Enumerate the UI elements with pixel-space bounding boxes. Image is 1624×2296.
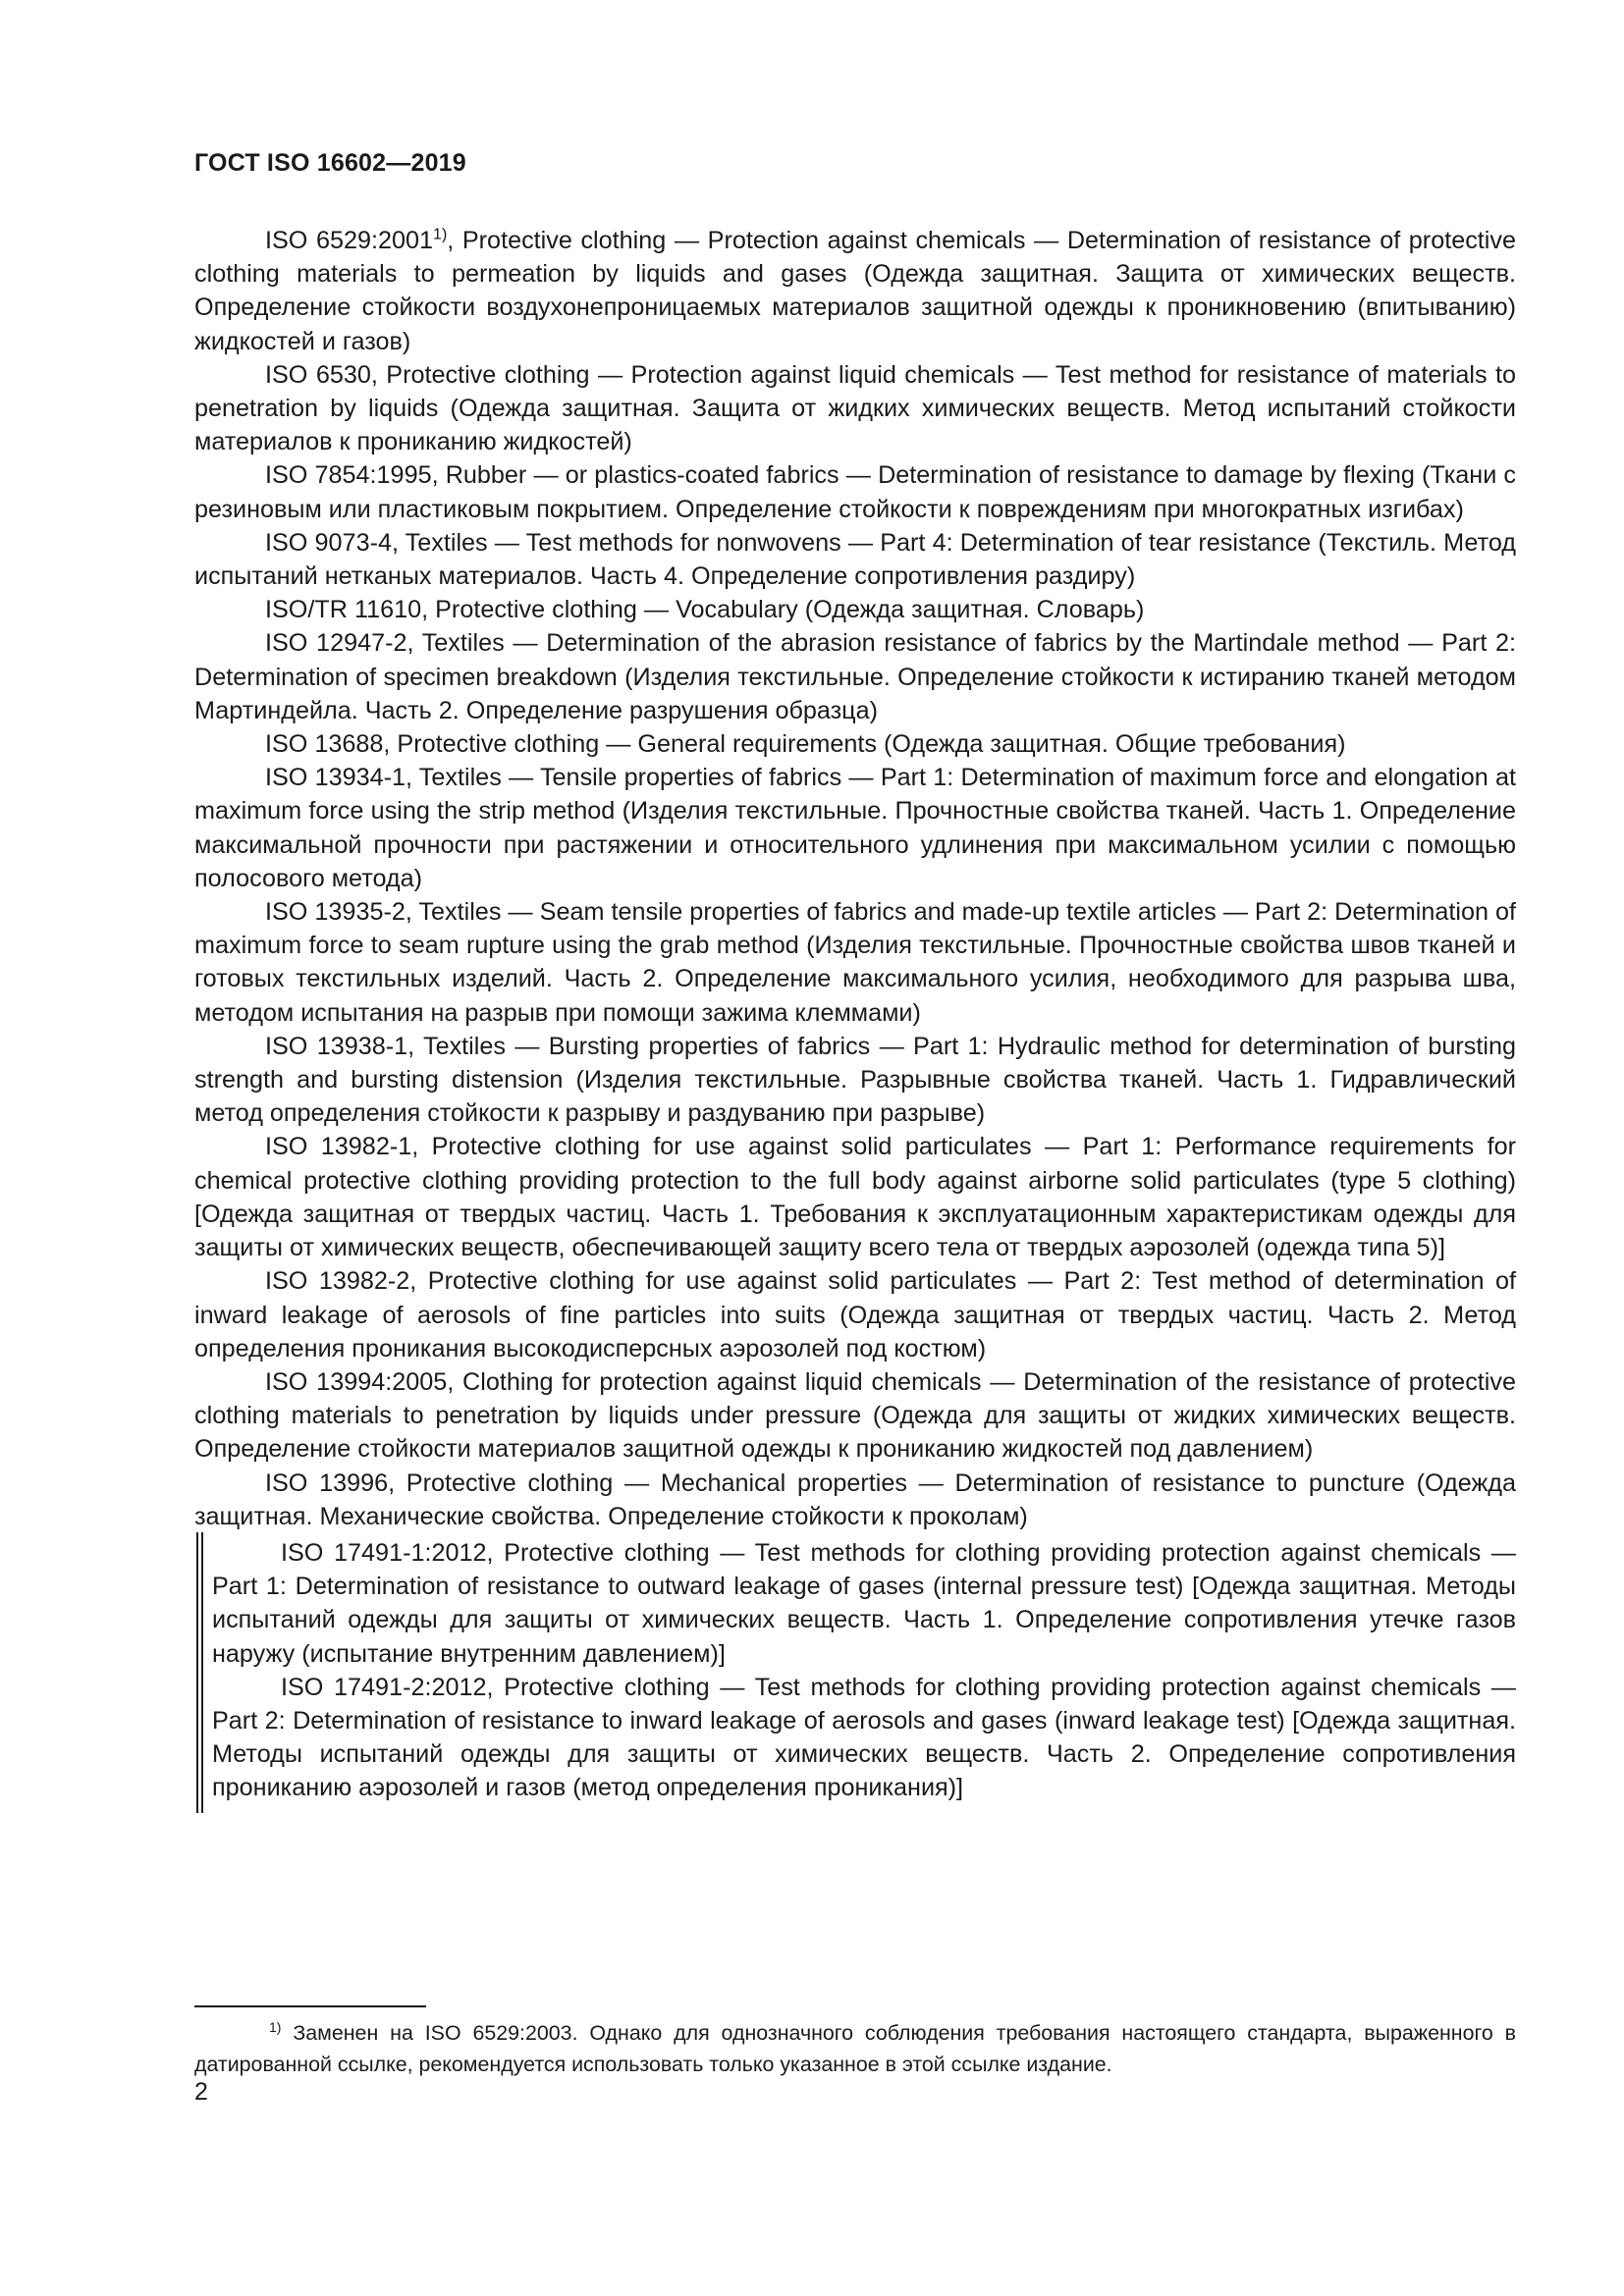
- footnote: [194, 2017, 1516, 2080]
- reference-text: , Protective clothing — Protection against chemicals — Determination of resistance of protective clothing materials to permeation by liquids and gases (Одежда защитная. Защита от химических веществ. Определение стойкости воздухонепроницаемых материалов защитной одежды к проникновению (впитыванию) жидкостей и газов): [194, 227, 1516, 355]
- changed-references-block: [194, 1536, 1516, 1805]
- reference-item: ISO 13935-2, Textiles — Seam tensile properties of fabrics and made-up textile articles — Part 2: Determination of maximum force to seam rupture using the grab method (Изделия текстильные. Прочностные свойства швов тканей и готовых текстильных изделий. Часть 2. Определение максимального усилия, необходимого для разрыва шва, методом испытания на разрыв при помощи зажима клеммами): [194, 898, 1516, 1027]
- reference-item: ISO 13994:2005, Clothing for protection against liquid chemicals — Determination of the resistance of protective clothing materials to penetration by liquids under pressure (Одежда для защиты от жидких химических веществ. Определение стойкости материалов защитной одежды к прониканию жидкостей под давлением): [194, 1367, 1516, 1464]
- footnote-marker[interactable]: 1): [433, 226, 448, 243]
- reference-item: ISO 13934-1, Textiles — Tensile properties of fabrics — Part 1: Determination of maximum force and elongation at maximum force using the strip method (Изделия текстильные. Прочностные свойства тканей. Часть 1. Определение максимальной прочности при растяжении и относительного удлинения при максимальном усилии с помощью полосового метода): [194, 764, 1516, 892]
- reference-item: ISO 13938-1, Textiles — Bursting properties of fabrics — Part 1: Hydraulic method for determination of bursting strength and bursting distension (Изделия текстильные. Разрывные свойства тканей. Часть 1. Гидравлический метод определения стойкости к разрыву и раздуванию при разрыве): [194, 1032, 1516, 1128]
- reference-item: ISO 13982-2, Protective clothing for use against solid particulates — Part 2: Test method of determination of inward leakage of aerosols of fine particles into suits (Одежда защитная от твердых частиц. Часть 2. Метод определения проникания высокодисперсных аэрозолей под костюм): [194, 1267, 1516, 1362]
- page-number: 2: [194, 2078, 208, 2106]
- reference-item: ISO 7854:1995, Rubber — or plastics-coated fabrics — Determination of resistance to damage by flexing (Ткани с резиновым или пластиковым покрытием. Определение стойкости к повреждениям при многократных изгибах): [194, 461, 1516, 523]
- reference-item: [194, 224, 1516, 358]
- reference-item: ISO 13982-1, Protective clothing for use against solid particulates — Part 1: Performance requirements for chemical protective clothing providing protection to the full body against airborne solid particulates (type 5 clothing) [Одежда защитная от твердых частиц. Часть 1. Требования к эксплуатационным характеристикам одежды для защиты от химических веществ, обеспечивающей защиту всего тела от твердых аэрозолей (одежда типа 5)]: [194, 1133, 1516, 1262]
- reference-item: ISO 13688, Protective clothing — General requirements (Одежда защитная. Общие требования): [265, 730, 1346, 759]
- reference-code: ISO 6529:2001: [265, 227, 434, 254]
- change-bar: [201, 1532, 203, 1813]
- normative-references: [194, 224, 1516, 1805]
- reference-item: ISO/TR 11610, Protective clothing — Vocabulary (Одежда защитная. Словарь): [265, 596, 1145, 624]
- reference-item: ISO 13996, Protective clothing — Mechanical properties — Determination of resistance to puncture (Одежда защитная. Механические свойства. Определение стойкости к проколам): [194, 1468, 1516, 1530]
- reference-item: ISO 17491-1:2012, Protective clothing — Test methods for clothing providing protection against chemicals — Part 1: Determination of resistance to outward leakage of gases (internal pressure test) [Одежда защитная. Методы испытаний одежды для защиты от химических веществ. Часть 1. Определение сопротивления утечке газов наружу (испытание внутренним давлением)]: [212, 1538, 1516, 1668]
- reference-item: ISO 17491-2:2012, Protective clothing — Test methods for clothing providing protection against chemicals — Part 2: Determination of resistance to inward leakage of aerosols and gases (inward leakage test) [Одежда защитная. Методы испытаний одежды для защиты от химических веществ. Часть 2. Определение сопротивления прониканию аэрозолей и газов (метод определения проникания)]: [212, 1673, 1516, 1802]
- change-bar: [196, 1532, 198, 1813]
- reference-item: ISO 6530, Protective clothing — Protection against liquid chemicals — Test method for resistance of materials to penetration by liquids (Одежда защитная. Защита от жидких химических веществ. Метод испытаний стойкости материалов к прониканию жидкостей): [194, 360, 1516, 456]
- standard-header: ГОСТ ISO 16602—2019: [194, 149, 466, 177]
- footnote-marker: 1): [269, 2018, 282, 2035]
- reference-item: ISO 9073-4, Textiles — Test methods for nonwovens — Part 4: Determination of tear resistance (Текстиль. Метод испытаний нетканых материалов. Часть 4. Определение сопротивления раздиру): [194, 528, 1516, 591]
- footnote-separator: [194, 2005, 426, 2007]
- reference-item: ISO 12947-2, Textiles — Determination of the abrasion resistance of fabrics by the Martindale method — Part 2: Determination of specimen breakdown (Изделия текстильные. Определение стойкости к истиранию тканей методом Мартиндейла. Часть 2. Определение разрушения образца): [194, 629, 1516, 724]
- footnote-text: Заменен на ISO 6529:2003. Однако для однозначного соблюдения требования настоящего стандарта, выраженного в датированной ссылке, рекомендуется использовать только указанное в этой ссылке издание.: [194, 2021, 1516, 2076]
